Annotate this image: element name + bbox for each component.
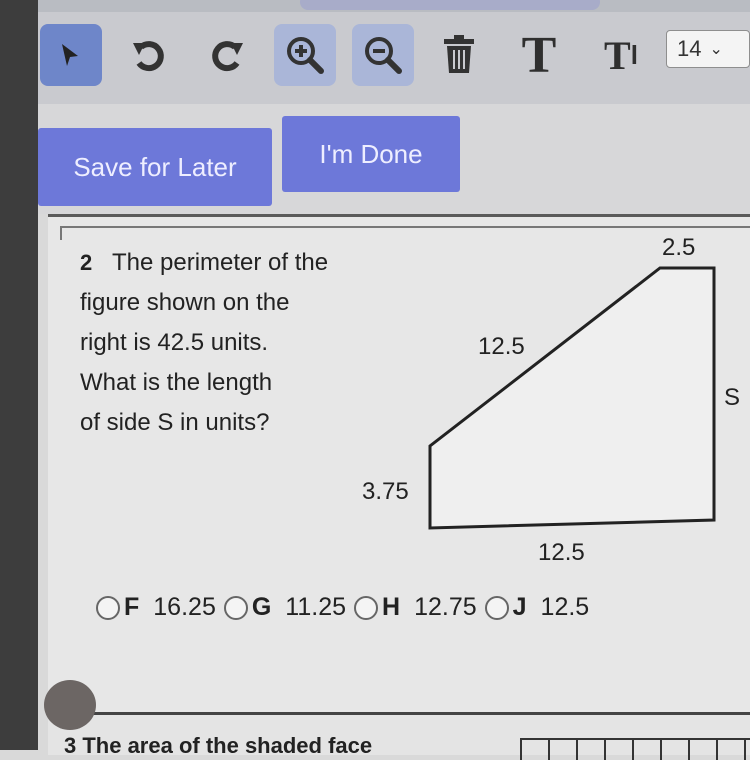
figure-label-top: 2.5 [662,234,696,261]
chevron-down-icon: ⌄ [709,41,723,58]
choice-g[interactable] [224,593,346,622]
radio-j[interactable] [485,596,509,620]
figure-label-left: 3.75 [362,478,409,505]
font-size-value: 14 [677,36,702,61]
radio-f[interactable] [96,596,120,620]
im-done-label: I'm Done [319,138,423,169]
radio-h[interactable] [354,596,378,620]
question-line-1: The perimeter of the [112,249,329,276]
trapezoid-shape [430,268,714,528]
answer-choices [96,593,597,622]
choice-f-value: 16.25 [153,593,216,621]
choice-g-value: 11.25 [285,593,347,621]
text-size-tool-mark: l [630,39,638,70]
next-question-text: 3 The area of the shaded face [64,733,373,758]
answer-grid [520,738,750,760]
choice-f-letter: F [124,593,140,621]
radio-g[interactable] [224,596,248,620]
question-number: 2 [80,250,93,275]
figure-label-slant: 12.5 [478,333,525,360]
question-line-4: What is the length [80,369,273,396]
question-line-2: figure shown on the [80,289,290,316]
choice-h-letter: H [382,593,401,621]
choice-f[interactable] [96,593,216,622]
save-for-later-label: Save for Later [73,151,237,182]
choice-h[interactable] [354,593,477,622]
figure-label-bottom: 12.5 [538,539,585,566]
choice-j[interactable] [485,593,590,622]
question-line-5: of side S in units? [80,409,270,436]
choice-h-value: 12.75 [414,593,477,621]
choice-j-letter: J [512,593,527,621]
text-tool-icon: T [521,26,557,84]
text-size-tool-icon: T [604,32,631,78]
finger-shadow [44,680,96,730]
question-line-3: right is 42.5 units. [80,329,269,356]
choice-j-value: 12.5 [540,593,590,621]
choice-g-letter: G [251,593,272,621]
figure-label-side-s: S [724,384,741,411]
